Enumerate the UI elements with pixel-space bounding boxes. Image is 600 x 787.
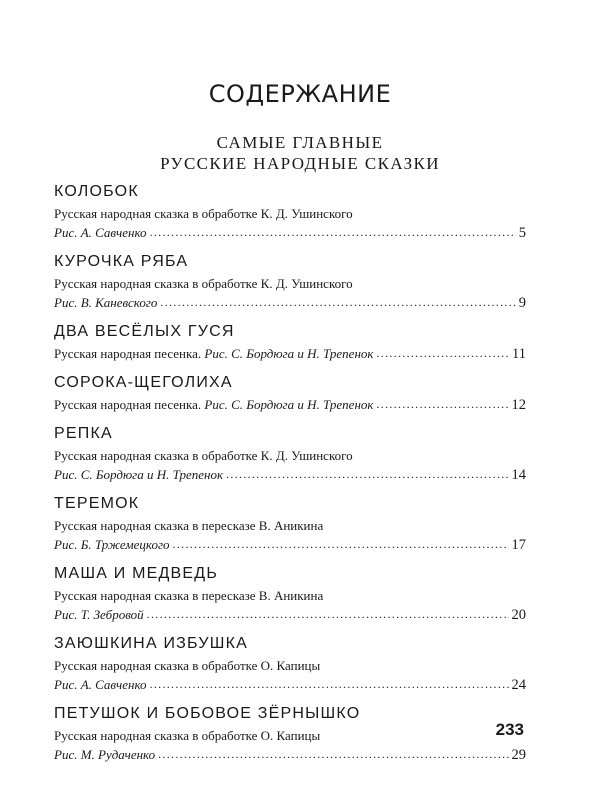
toc-entry-illustrator-line (54, 675, 526, 695)
toc-entry[interactable] (54, 373, 526, 415)
toc-entry-illustrator-line (54, 223, 526, 243)
toc-entry-title: ПЕТУШОК И БОБОВОЕ ЗЁРНЫШКО (54, 705, 361, 722)
toc-entry-description (54, 586, 526, 605)
illustrator-text: Рис. М. Рудаченко (54, 747, 156, 762)
description-text: Русская народная сказка в обработке К. Д. Ушинского (54, 448, 353, 463)
toc-entry-description (54, 204, 526, 223)
illustrator-text: Рис. А. Савченко (54, 225, 147, 240)
toc-entry-title: ЗАЮШКИНА ИЗБУШКА (54, 635, 248, 652)
page-ref: 24 (511, 677, 526, 693)
toc-entry-illustrator-line (54, 465, 526, 485)
table-of-contents (54, 182, 526, 774)
description-text: Русская народная песенка. (54, 346, 202, 361)
page-number: 233 (495, 720, 524, 739)
toc-entry-illustrator-line (54, 535, 526, 555)
toc-entry[interactable] (54, 634, 526, 695)
toc-entry-single-line (54, 344, 526, 364)
toc-entry[interactable] (54, 704, 526, 765)
contents-heading: СОДЕРЖАНИЕ (208, 80, 392, 108)
dot-leader (158, 745, 508, 764)
toc-entry-title: КОЛОБОК (54, 183, 139, 200)
toc-entry-illustrator-line (54, 293, 526, 313)
dot-leader (160, 293, 515, 312)
toc-entry-description (54, 656, 526, 675)
description-text: Русская народная песенка. (54, 397, 202, 412)
toc-entry-illustrator-line (54, 605, 526, 625)
dot-leader (150, 675, 509, 694)
toc-entry-description (54, 446, 526, 465)
toc-entry-description (54, 726, 526, 745)
section-title (0, 132, 600, 174)
toc-entry-illustrator-line (54, 745, 526, 765)
toc-entry[interactable] (54, 252, 526, 313)
toc-entry[interactable] (54, 564, 526, 625)
page-ref: 29 (511, 747, 526, 763)
description-text: Русская народная сказка в пересказе В. Аникина (54, 588, 324, 603)
dot-leader (376, 344, 509, 363)
page-ref: 14 (511, 467, 526, 483)
toc-entry-description (54, 274, 526, 293)
toc-entry-title: ТЕРЕМОК (54, 495, 140, 512)
illustrator-text: Рис. Б. Тржемецкого (54, 537, 170, 552)
section-title-line-2: РУССКИЕ НАРОДНЫЕ СКАЗКИ (160, 154, 440, 173)
toc-entry[interactable] (54, 494, 526, 555)
illustrator-text: Рис. А. Савченко (54, 677, 147, 692)
description-text: Русская народная сказка в обработке К. Д. Ушинского (54, 276, 353, 291)
dot-leader (376, 395, 508, 414)
page-ref: 20 (511, 607, 526, 623)
description-text: Русская народная сказка в обработке О. Капицы (54, 658, 321, 673)
toc-entry-title: МАША И МЕДВЕДЬ (54, 565, 219, 582)
dot-leader (147, 605, 509, 624)
dot-leader (173, 535, 509, 554)
description-text: Русская народная сказка в обработке К. Д. Ушинского (54, 206, 353, 221)
toc-entry-title: КУРОЧКА РЯБА (54, 253, 189, 270)
description-text: Русская народная сказка в пересказе В. Аникина (54, 518, 324, 533)
dot-leader (150, 223, 516, 242)
toc-entry[interactable] (54, 182, 526, 243)
page-ref: 12 (511, 397, 526, 413)
section-title-line-1: САМЫЕ ГЛАВНЫЕ (216, 133, 384, 152)
toc-entry-single-line (54, 395, 526, 415)
page-ref: 5 (518, 225, 526, 241)
page-ref: 9 (518, 295, 526, 311)
toc-entry-title: ДВА ВЕСЁЛЫХ ГУСЯ (54, 323, 235, 340)
toc-entry[interactable] (54, 424, 526, 485)
toc-entry-title: РЕПКА (54, 425, 113, 442)
toc-entry-title: СОРОКА-ЩЕГОЛИХА (54, 374, 233, 391)
illustrator-text: Рис. Т. Зебровой (54, 607, 144, 622)
description-text: Русская народная сказка в обработке О. Капицы (54, 728, 321, 743)
illustrator-text: Рис. В. Каневского (54, 295, 158, 310)
toc-entry-description (54, 516, 526, 535)
illustrator-text: Рис. С. Бордюга и Н. Трепенок (204, 397, 374, 412)
dot-leader (226, 465, 508, 484)
illustrator-text: Рис. С. Бордюга и Н. Трепенок (54, 467, 224, 482)
toc-entry[interactable] (54, 322, 526, 364)
page-ref: 17 (511, 537, 526, 553)
page-ref: 11 (512, 346, 526, 362)
illustrator-text: Рис. С. Бордюга и Н. Трепенок (204, 346, 374, 361)
